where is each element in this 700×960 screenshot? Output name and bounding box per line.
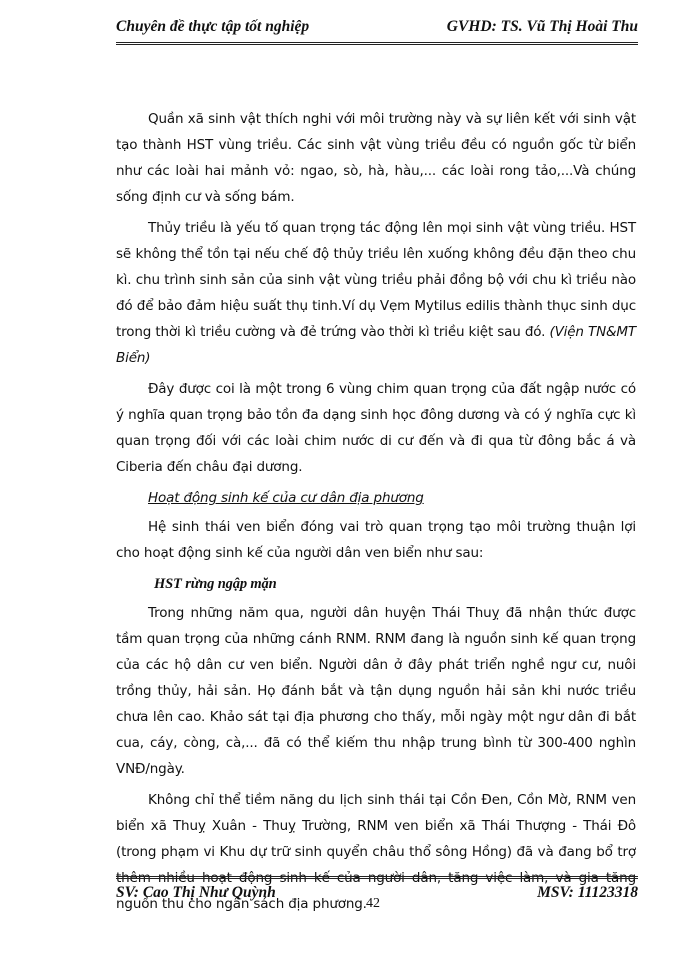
header-supervisor: GVHD: TS. Vũ Thị Hoài Thu: [446, 18, 638, 35]
header-title: Chuyên đề thực tập tốt nghiệp: [116, 18, 310, 35]
page-number: 42: [366, 896, 380, 911]
paragraph-2: [116, 215, 636, 371]
header-rule: [116, 42, 638, 45]
citation: (Viện TN&MT Biển): [116, 324, 636, 366]
paragraph-3: Đây được coi là một trong 6 vùng chim quan trọng của đất ngập nước có ý nghĩa quan trọng bảo tồn đa dạng sinh học đông dương và có ý nghĩa cực kì quan trọng đối với các loài chim nước di cư đến và đi qua từ đông bắc á và Ciberia đến châu đại dương.: [116, 381, 636, 475]
paragraph-5: Trong những năm qua, người dân huyện Thái Thuỵ đã nhận thức được tầm quan trọng của những cánh RNM. RNM đang là nguồn sinh kế quan trọng của các hộ dân cư ven biển. Người dân ở đây phát triển nghề ngư cư, nuôi trồng thủy, hải sản. Họ đánh bắt và tận dụng nguồn hải sản khi nước triều chưa lên cao. Khảo sát tại địa phương cho thấy, mỗi ngày một ngư dân đi bắt cua, cáy, còng, cà,... đã có thể kiếm thu nhập trung bình từ 300-400 nghìn VNĐ/ngày.: [116, 605, 636, 777]
subsection-heading-mangrove: HST rừng ngập mặn: [154, 576, 277, 592]
footer-student: SV: Cao Thị Như Quỳnh: [116, 884, 276, 901]
footer-student-id: MSV: 11123318: [537, 884, 638, 901]
page-footer: [116, 884, 638, 924]
paragraph-4: Hệ sinh thái ven biển đóng vai trò quan trọng tạo môi trường thuận lợi cho hoạt động sinh kế của người dân ven biển như sau:: [116, 519, 636, 561]
paragraph-1: Quần xã sinh vật thích nghi với môi trường này và sự liên kết với sinh vật tạo thành HST vùng triều. Các sinh vật vùng triều đều có nguồn gốc từ biển như các loài hai mảnh vỏ: ngao, sò, hà, hàu,... các loài rong tảo,...Và chúng sống định cư và sống bám.: [116, 111, 636, 205]
section-heading-livelihood: Hoạt động sinh kế của cư dân địa phương: [148, 490, 424, 506]
footer-rule: [116, 876, 638, 879]
paragraph-6: Không chỉ thể tiềm năng du lịch sinh thái tại Cồn Đen, Cồn Mờ, RNM ven biển xã Thuỵ Xuân - Thuỵ Trường, RNM ven biển xã Thái Thượng - Thái Đô (trong phạm vi Khu dự trữ sinh quyển châu thổ sông Hồng) đã và đang bổ trợ thêm nhiều hoạt động sinh kế của người dân, tăng việc làm, và gia tăng nguồn thu cho ngân sách địa phương.: [116, 792, 636, 912]
page-body: [116, 106, 636, 922]
page-header: [116, 14, 638, 42]
paragraph-2-text: Thủy triều là yếu tố quan trọng tác động lên mọi sinh vật vùng triều. HST sẽ không thể tồn tại nếu chế độ thủy triều lên xuống không đều đặn theo chu kì. chu trình sinh sản của sinh vật vùng triều phải đồng bộ với chu kì triều nào đó để bảo đảm hiệu suất thụ tinh.Ví dụ Vẹm Mytilus edilis thành thục sinh dục trong thời kì triều cường và đẻ trứng vào thời kì triều kiệt sau đó.: [116, 220, 636, 340]
